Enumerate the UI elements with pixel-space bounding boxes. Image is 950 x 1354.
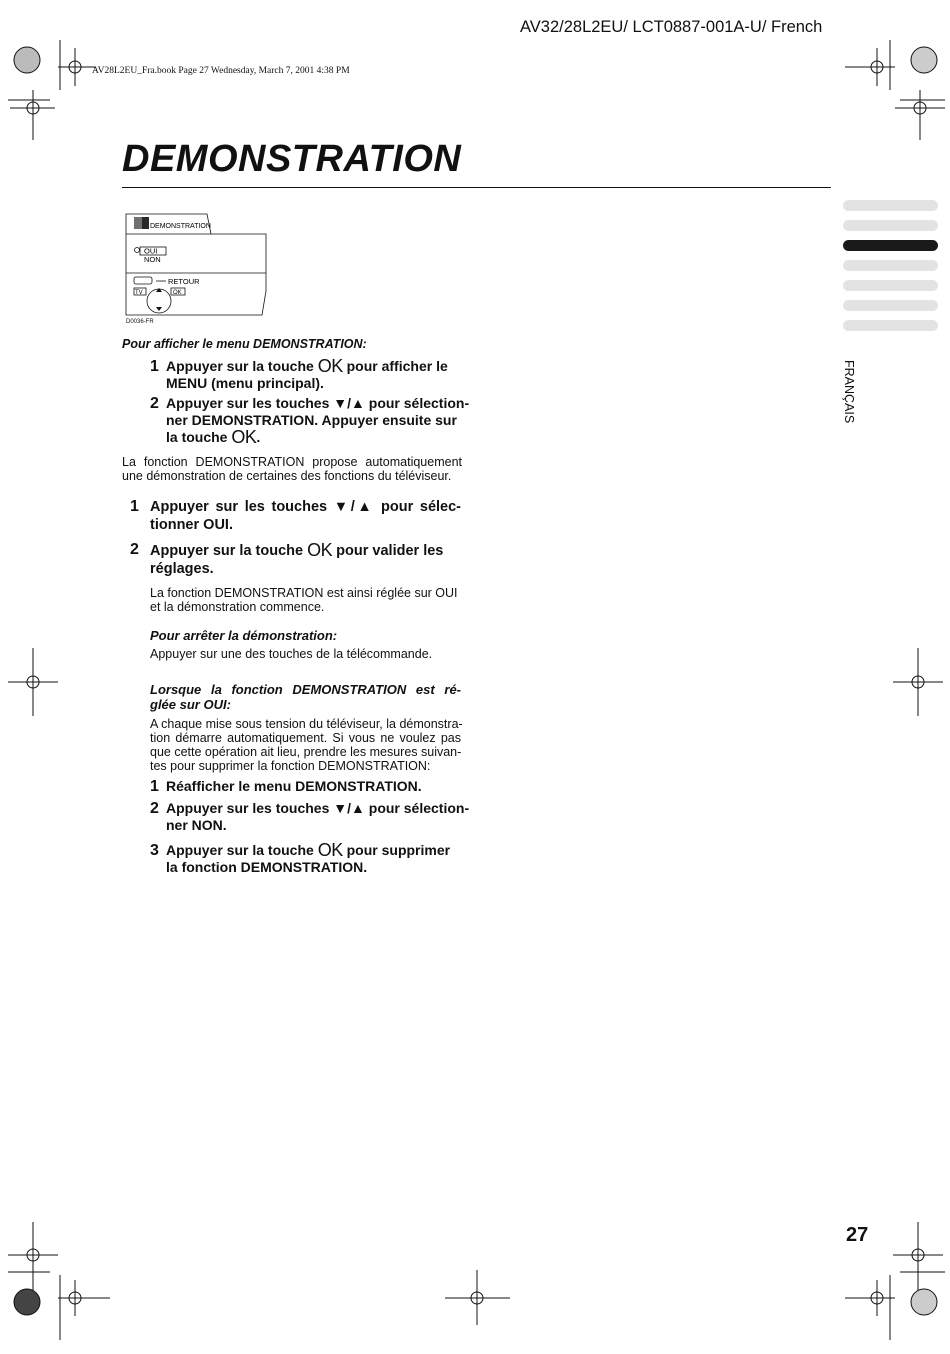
section-tab bbox=[843, 220, 938, 231]
intro-step-1: 1 Appuyer sur la touche OK pour afficher le MENU (menu principal). bbox=[150, 356, 448, 391]
section-tab bbox=[843, 260, 938, 271]
page-number: 27 bbox=[846, 1224, 869, 1246]
ok-key-icon: OK bbox=[231, 427, 257, 447]
auto-step-1: 1 Réafficher le menu DEMONSTRATION. bbox=[150, 778, 422, 795]
stop-heading: Pour arrêter la démonstration: bbox=[150, 628, 338, 643]
section-tab-active bbox=[843, 240, 938, 251]
intro-heading: Pour afficher le menu DEMONSTRATION: bbox=[122, 337, 367, 351]
auto-step-2: 2 Appuyer sur les touches ▼/▲ pour sélection- ner NON. bbox=[150, 800, 470, 833]
ok-key-icon: OK bbox=[307, 540, 333, 560]
menu-tab-label: DEMONSTRATION bbox=[150, 223, 211, 230]
section-tabs bbox=[843, 200, 938, 340]
document-reference: AV32/28L2EU/ LCT0887-001A-U/ French bbox=[520, 18, 823, 36]
menu-screen-illustration bbox=[125, 213, 267, 318]
main-step-2-note: La fonction DEMONSTRATION est ainsi réglée sur OUI et la démonstration commence. bbox=[150, 586, 458, 614]
section-tab bbox=[843, 200, 938, 211]
language-label: FRANÇAIS bbox=[842, 360, 856, 424]
page-title: DEMONSTRATION bbox=[122, 138, 462, 180]
auto-paragraph: A chaque mise sous tension du téléviseur, la démonstra- tion démarre automatiquement. Si vous ne voulez pas que cette opération ait lieu, prendre les mesures suivan- tes pour supprimer la fonction DEMONSTRATION: bbox=[150, 717, 463, 773]
section-tab bbox=[843, 280, 938, 291]
menu-retour-label: RETOUR bbox=[168, 277, 200, 286]
title-divider bbox=[122, 187, 831, 188]
section-tab bbox=[843, 300, 938, 311]
intro-step-2: 2 Appuyer sur les touches ▼/▲ pour sélection- ner DEMONSTRATION. Appuyer ensuite sur la touche OK. bbox=[150, 395, 470, 447]
menu-ok-key: OK bbox=[173, 290, 182, 296]
auto-step-3: 3 Appuyer sur la touche OK pour supprimer la fonction DEMONSTRATION. bbox=[150, 840, 451, 875]
menu-option-oui: OUI bbox=[144, 246, 158, 256]
ok-key-icon: OK bbox=[317, 840, 343, 860]
menu-option-non: NON bbox=[144, 255, 161, 264]
illustration-code: D0036-FR bbox=[126, 319, 154, 325]
section-tab bbox=[843, 320, 938, 331]
stop-text: Appuyer sur une des touches de la télécommande. bbox=[150, 647, 433, 661]
book-file-line: AV28L2EU_Fra.book Page 27 Wednesday, March 7, 2001 4:38 PM bbox=[92, 66, 350, 76]
main-step-2: 2 Appuyer sur la touche OK pour valider les réglages. bbox=[130, 540, 444, 577]
auto-heading: Lorsque la fonction DEMONSTRATION est ré- glée sur OUI: bbox=[150, 682, 461, 712]
menu-tv-key: TV bbox=[135, 290, 143, 296]
main-step-1: 1 Appuyer sur les touches ▼/▲ pour sélec- tionner OUI. bbox=[130, 498, 461, 533]
ok-key-icon: OK bbox=[317, 356, 343, 376]
intro-description: La fonction DEMONSTRATION propose automatiquement une démonstration de certaines des fonctions du téléviseur. bbox=[122, 455, 462, 483]
